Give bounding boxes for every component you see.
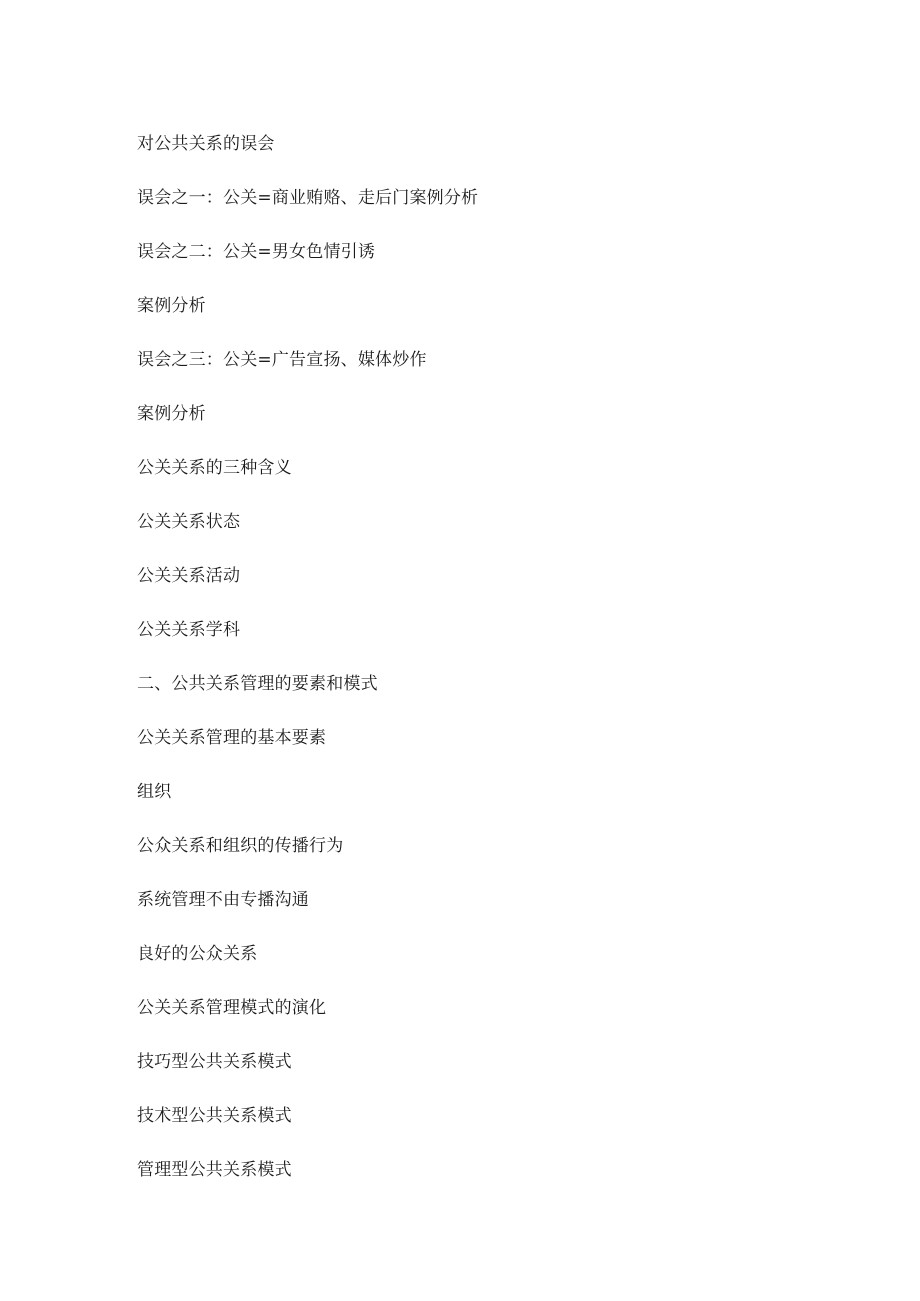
document-line: 公关关系管理的基本要素	[137, 728, 327, 748]
document-line: 案例分析	[137, 296, 206, 316]
document-line: 误会之二：公关=男女色情引诱	[137, 242, 376, 262]
document-line: 误会之一：公关=商业贿赂、走后门案例分析	[137, 188, 479, 208]
document-line: 公关关系管理模式的演化	[137, 998, 327, 1018]
document-line: 系统管理不由专播沟通	[137, 890, 309, 910]
document-line: 技术型公共关系模式	[137, 1106, 292, 1126]
document-line: 公关关系状态	[137, 512, 241, 532]
document-line: 公众关系和组织的传播行为	[137, 836, 344, 856]
document-line: 良好的公众关系	[137, 944, 258, 964]
document-line: 组织	[137, 782, 172, 802]
document-line: 公关关系的三种含义	[137, 458, 292, 478]
document-line: 公关关系活动	[137, 566, 241, 586]
document-line: 技巧型公共关系模式	[137, 1052, 292, 1072]
document-line: 案例分析	[137, 404, 206, 424]
document-line: 对公共关系的误会	[137, 134, 275, 154]
document-line: 公关关系学科	[137, 620, 241, 640]
document-line: 误会之三：公关=广告宣扬、媒体炒作	[137, 350, 427, 370]
document-line: 二、公共关系管理的要素和模式	[137, 674, 378, 694]
document-line: 管理型公共关系模式	[137, 1160, 292, 1180]
document-body	[137, 130, 837, 1210]
